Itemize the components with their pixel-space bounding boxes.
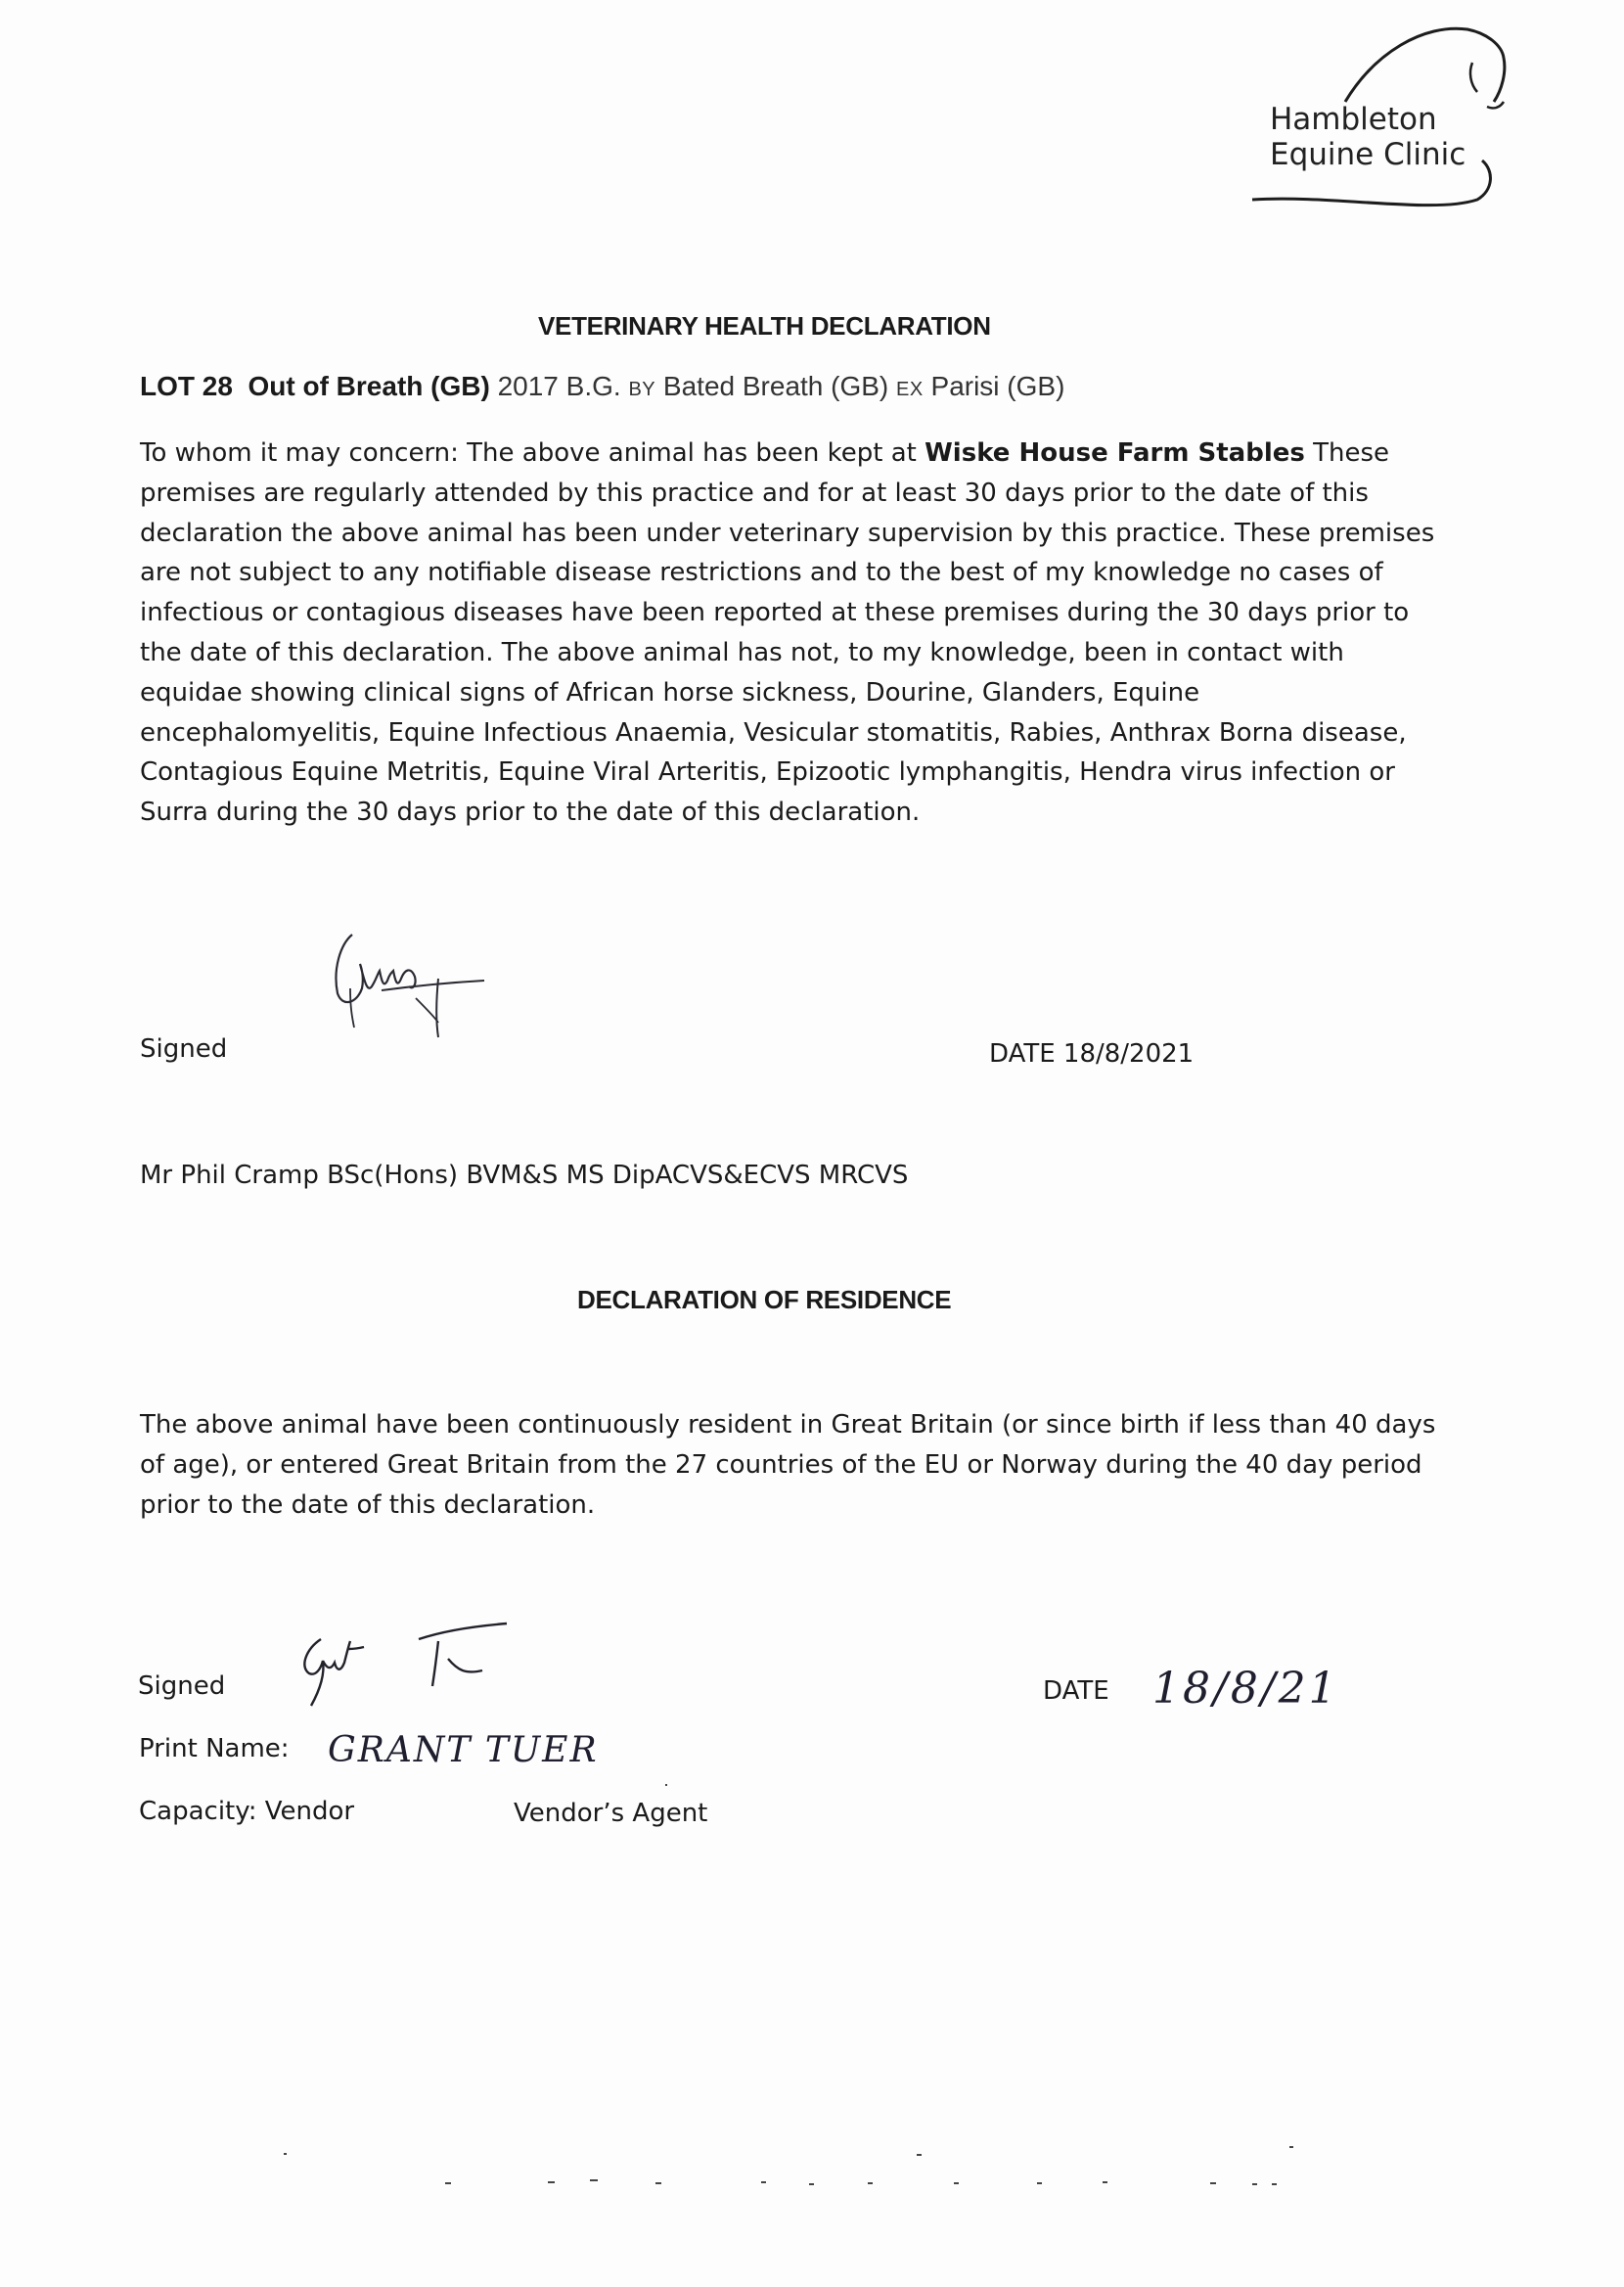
vendor-date-handwritten: 18/8/21 [1152, 1664, 1339, 1714]
vet-date: DATE 18/8/2021 [989, 1039, 1195, 1069]
vet-name: Mr Phil Cramp BSc(Hons) BVM&S MS DipACVS&ECVS MRCVS [140, 1161, 909, 1190]
lot-label: LOT 28 [140, 371, 233, 401]
body-line: infectious or contagious diseases have been reported at these premises during the 30 days prior to [140, 598, 1410, 628]
body-line: declaration the above animal has been under veterinary supervision by this practice. These premises [140, 518, 1435, 548]
body-line: equidae showing clinical signs of African horse sickness, Dourine, Glanders, Equine [140, 677, 1200, 708]
body-line: Surra during the 30 days prior to the date of this declaration. [140, 798, 921, 828]
dam-name: Parisi (GB) [930, 371, 1065, 401]
vendor-date-label: DATE [1043, 1676, 1109, 1706]
vet-signed-label: Signed [140, 1034, 228, 1064]
print-name-handwritten: GRANT TUER [328, 1730, 599, 1770]
body-line: To whom it may concern: The above animal has been kept at Wiske House Farm Stables These [140, 438, 1390, 468]
by-label: BY [628, 379, 656, 400]
logo-text-line1: Hambleton [1270, 102, 1437, 137]
body-line: prior to the date of this declaration. [140, 1489, 596, 1520]
body-line: the date of this declaration. The above animal has not, to my knowledge, been in contact with [140, 637, 1344, 667]
capacity-label: Capacity: Vendor [139, 1797, 355, 1826]
body-line: premises are regularly attended by this practice and for at least 30 days prior to the date of this [140, 478, 1369, 508]
body-line: Contagious Equine Metritis, Equine Viral Arteritis, Epizootic lymphangitis, Hendra virus infection or [140, 757, 1395, 788]
sire-name: Bated Breath (GB) [662, 371, 889, 401]
logo-text-line2: Equine Clinic [1270, 137, 1466, 172]
premises-name: Wiske House Farm Stables [925, 438, 1305, 468]
horse-name: Out of Breath (GB) [248, 371, 490, 401]
health-declaration-title: VETERINARY HEALTH DECLARATION [538, 311, 991, 341]
year-sex: 2017 B.G. [497, 371, 621, 401]
body-line: encephalomyelitis, Equine Infectious Anaemia, Vesicular stomatitis, Rabies, Anthrax Borna disease, [140, 717, 1407, 748]
body-line: of age), or entered Great Britain from the 27 countries of the EU or Norway during the 40 day period [140, 1449, 1422, 1480]
vendor-signed-label: Signed [138, 1671, 226, 1701]
body-line: The above animal have been continuously resident in Great Britain (or since birth if less than 40 days [140, 1410, 1436, 1440]
residence-declaration-title: DECLARATION OF RESIDENCE [577, 1285, 952, 1314]
body-line: are not subject to any notifiable disease restrictions and to the best of my knowledge no cases of [140, 558, 1383, 588]
ex-label: EX [896, 379, 924, 400]
vendor-agent-label: Vendor’s Agent [514, 1799, 708, 1828]
print-name-label: Print Name: [139, 1734, 290, 1763]
